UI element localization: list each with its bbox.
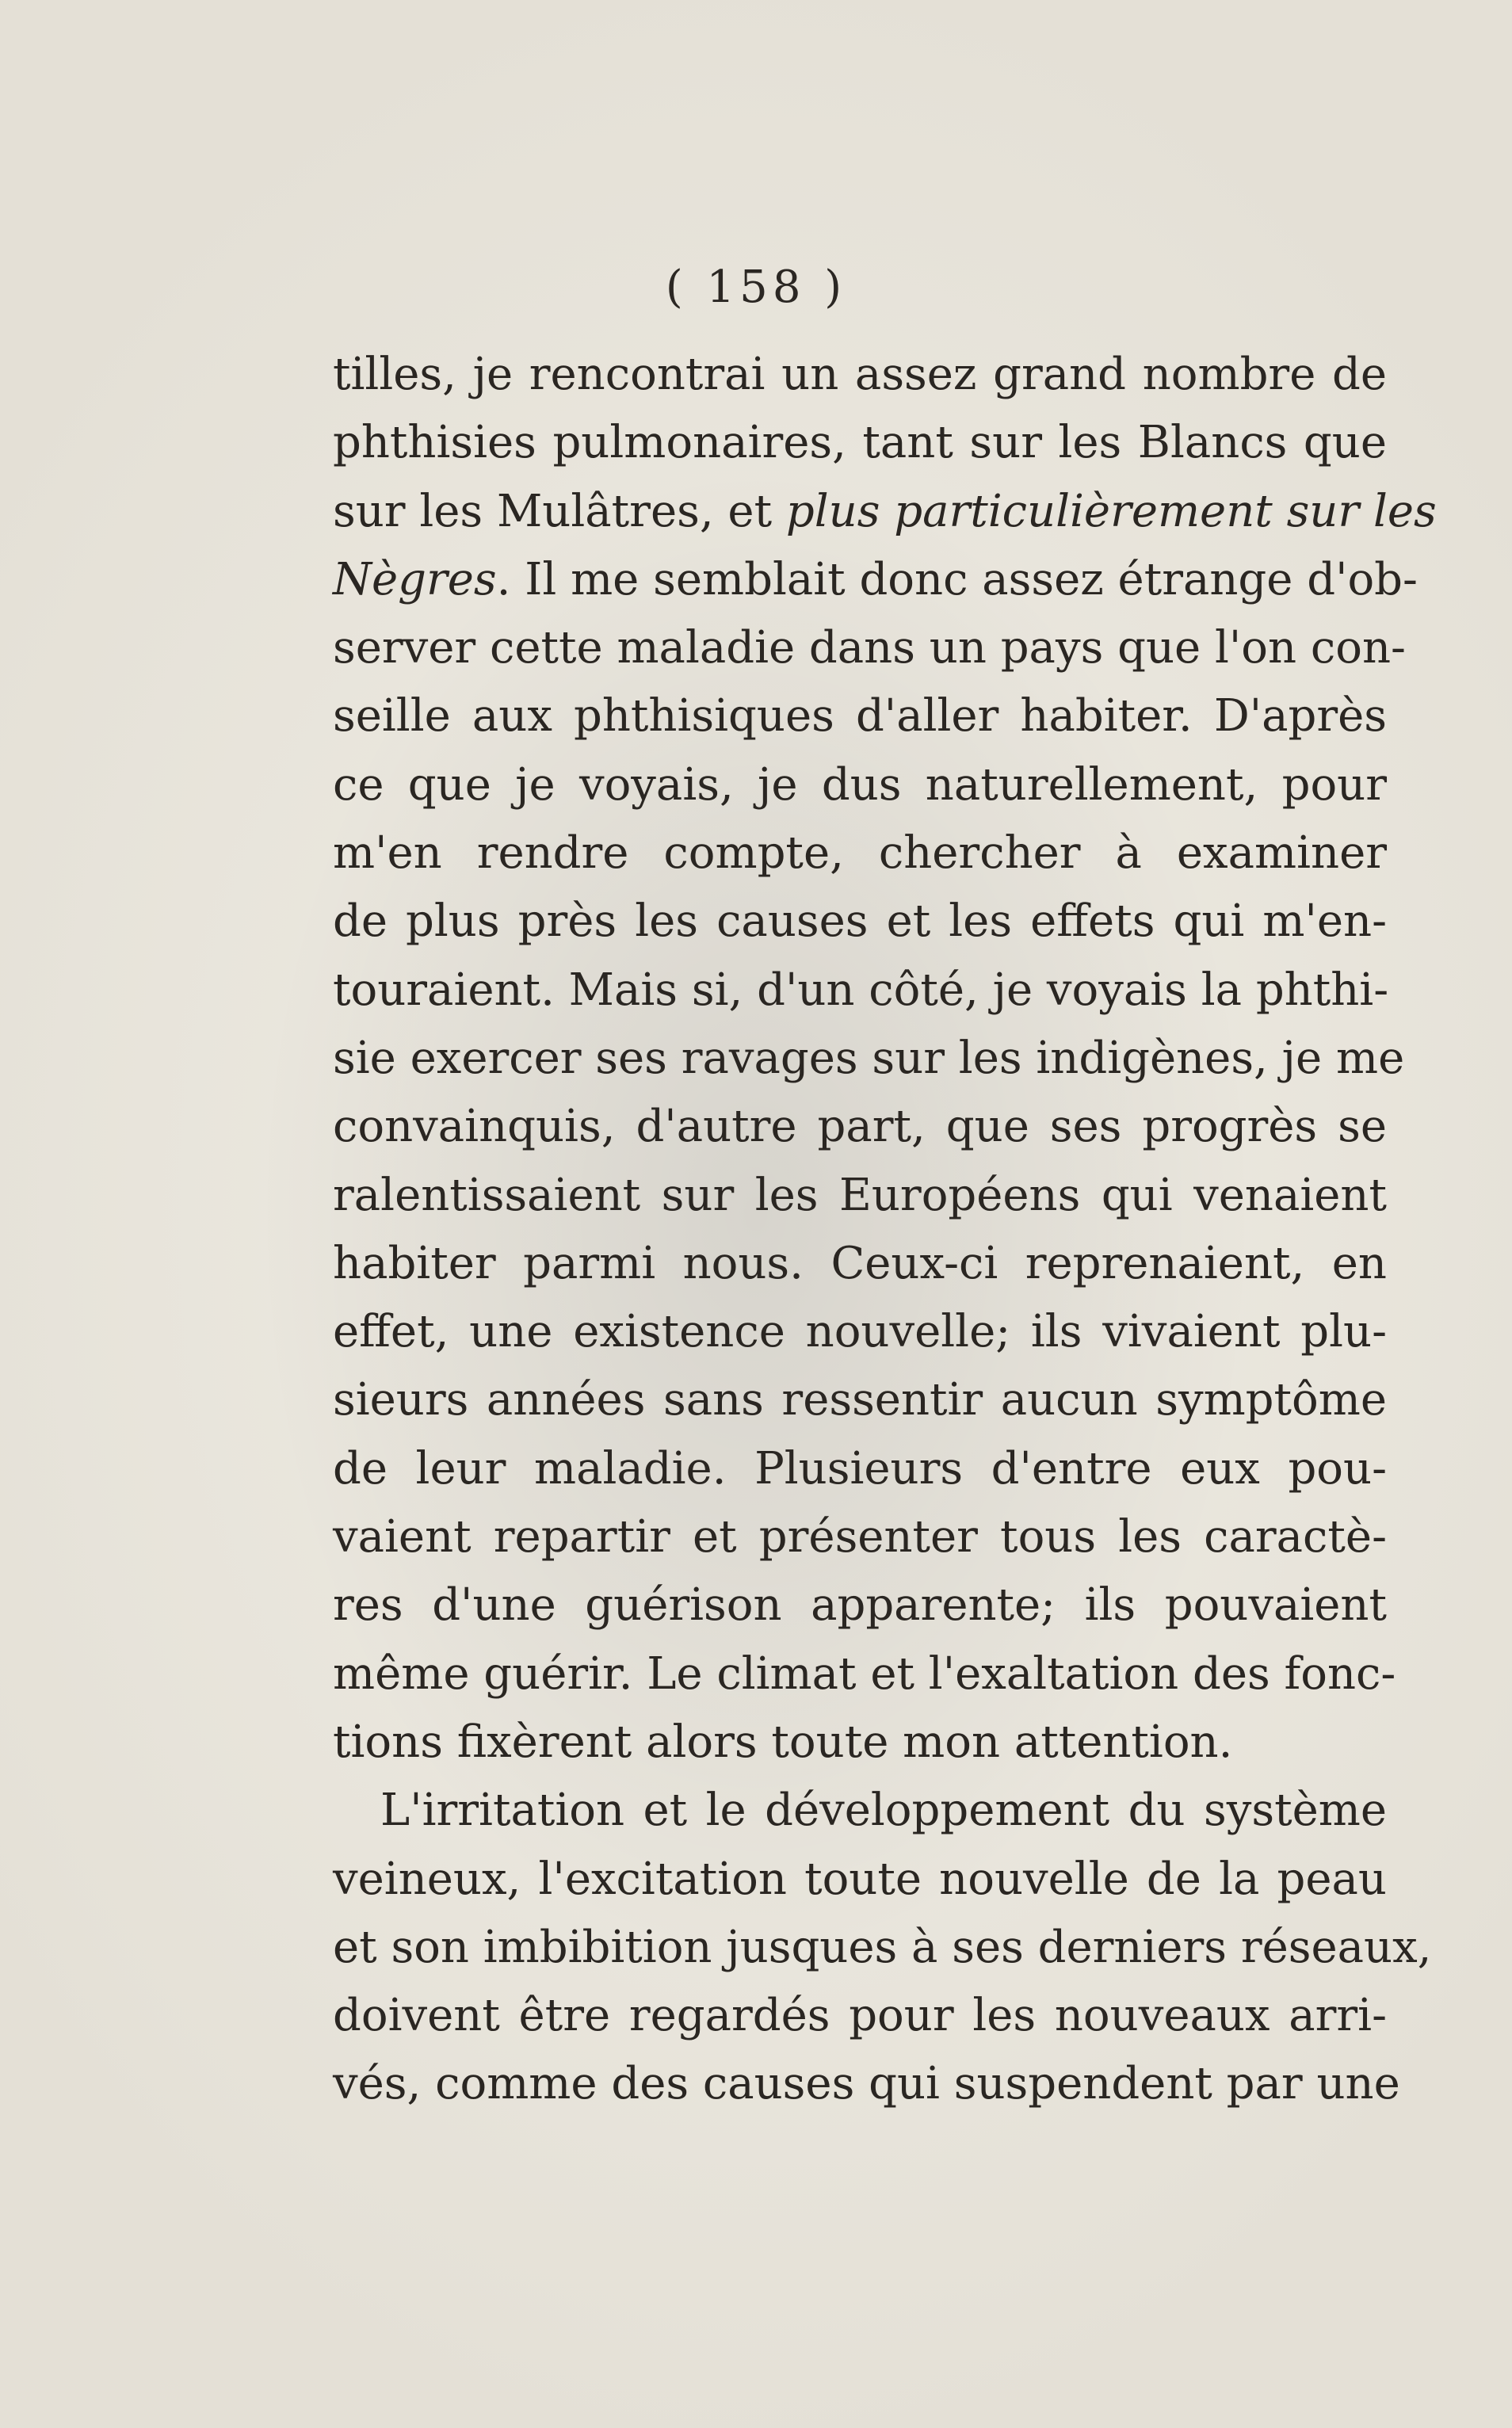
text-line: de plus près les causes et les effets qui m'en- [333,895,1387,948]
text-line: seille aux phthisiques d'aller habiter. D'après [333,690,1387,743]
text-line: L'irritation et le développement du système [380,1785,1387,1837]
text-line [333,478,1437,546]
text-line: server cette maladie dans un pays que l'on con- [333,622,1406,674]
text-line: habiter parmi nous. Ceux-ci reprenaient, en [333,1237,1387,1289]
text-line: convainquis, d'autre part, que ses progrès se [333,1101,1387,1153]
text-line: doivent être regardés pour les nouveaux arri- [333,1990,1387,2042]
text-line [333,546,1418,614]
text-line: de leur maladie. Plusieurs d'entre eux pou- [333,1442,1387,1495]
text-segment: sur les Mulâtres, et [333,485,786,537]
text-line: vés, comme des causes qui suspendent par une [333,2058,1400,2110]
text-line: effet, une existence nouvelle; ils vivaient plu- [333,1306,1387,1358]
text-line: tilles, je rencontrai un assez grand nombre de [333,349,1387,400]
text-line: sie exercer ses ravages sur les indigènes, je me [333,1032,1405,1084]
text-line: res d'une guérison apparente; ils pouvaient [333,1579,1387,1632]
text-line: touraient. Mais si, d'un côté, je voyais la phthi- [333,964,1389,1016]
text-segment: . Il me semblait donc assez étrange d'ob- [496,553,1418,605]
italic-text: Nègres [333,553,497,605]
text-line: sieurs années sans ressentir aucun symptôme [333,1374,1387,1426]
text-line: même guérir. Le climat et l'exaltation des fonc- [333,1647,1396,1700]
text-line: veineux, l'excitation toute nouvelle de la peau [333,1853,1387,1905]
text-line: ralentissaient sur les Européens qui venaient [333,1169,1387,1221]
page-number: ( 158 ) [665,262,847,313]
italic-text: plus particulièrement sur les [785,485,1437,537]
text-line: ce que je voyais, je dus naturellement, pour [333,758,1387,811]
text-line: tions fixèrent alors toute mon attention. [333,1716,1233,1768]
body-text [333,341,1437,2119]
text-line: m'en rendre compte, chercher à examiner [333,827,1387,880]
text-line: et son imbibition jusques à ses derniers réseaux, [333,1921,1432,1973]
text-line: vaient repartir et présenter tous les caractè- [333,1511,1387,1563]
text-line: phthisies pulmonaires, tant sur les Blancs que [333,417,1387,469]
